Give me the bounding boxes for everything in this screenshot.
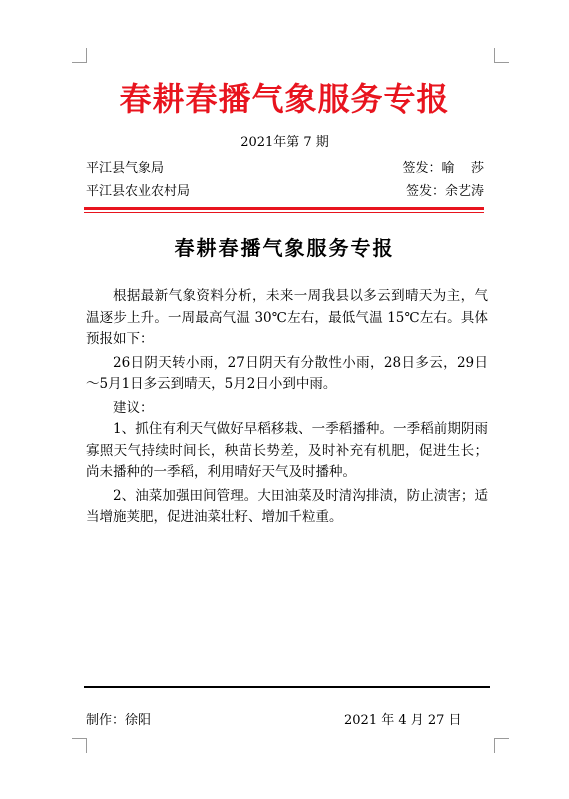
crop-mark-top-left (72, 48, 87, 63)
paragraph-suggestions-heading: 建议： (113, 399, 154, 416)
red-divider-thin (84, 212, 484, 213)
footer-date: 2021 年 4 月 27 日 (344, 713, 462, 728)
issue-number: 2021年第 7 期 (240, 135, 329, 150)
crop-mark-bottom-right (494, 738, 509, 753)
crop-mark-top-right (494, 48, 509, 63)
footer-divider (84, 686, 490, 688)
signatory-2: 签发：余艺涛 (405, 184, 484, 199)
signatory-1: 签发：喻 莎 (402, 161, 484, 176)
footer-author: 制作：徐阳 (86, 713, 152, 728)
issuer-row-2 (86, 180, 484, 199)
paragraph-suggestion-1: 1、抓住有利天气做好早稻移栽、一季稻播种。一季稻前期阴雨寡照天气持续时间长，秧苗长势差，及时补充有机肥，促进生长；尚未播种的一季稻，利用晴好天气及时播种。 (86, 421, 488, 480)
paragraph-forecast-summary: 根据最新气象资料分析，未来一周我县以多云到晴天为主，气温逐步上升。一周最高气温 30℃左右，最低气温 15℃左右。具体预报如下： (86, 288, 488, 347)
issuer-weather-bureau: 平江县气象局 (86, 161, 165, 176)
issuer-row-1 (86, 157, 484, 176)
paragraph-suggestion-2: 2、油菜加强田间管理。大田油菜及时清沟排渍，防止渍害；适当增施荚肥，促进油菜壮籽、增加千粒重。 (86, 487, 488, 525)
document-title: 春耕春播气象服务专报 (119, 80, 450, 118)
paragraph-daily-forecast: 26日阴天转小雨，27日阴天有分散性小雨，28日多云，29日～5月1日多云到晴天，5月2日小到中雨。 (86, 354, 488, 392)
red-divider-thick (84, 207, 484, 210)
crop-mark-bottom-left (72, 738, 87, 753)
report-subtitle: 春耕春播气象服务专报 (174, 236, 395, 260)
issuer-agriculture-bureau: 平江县农业农村局 (86, 184, 191, 199)
report-body (86, 286, 488, 529)
